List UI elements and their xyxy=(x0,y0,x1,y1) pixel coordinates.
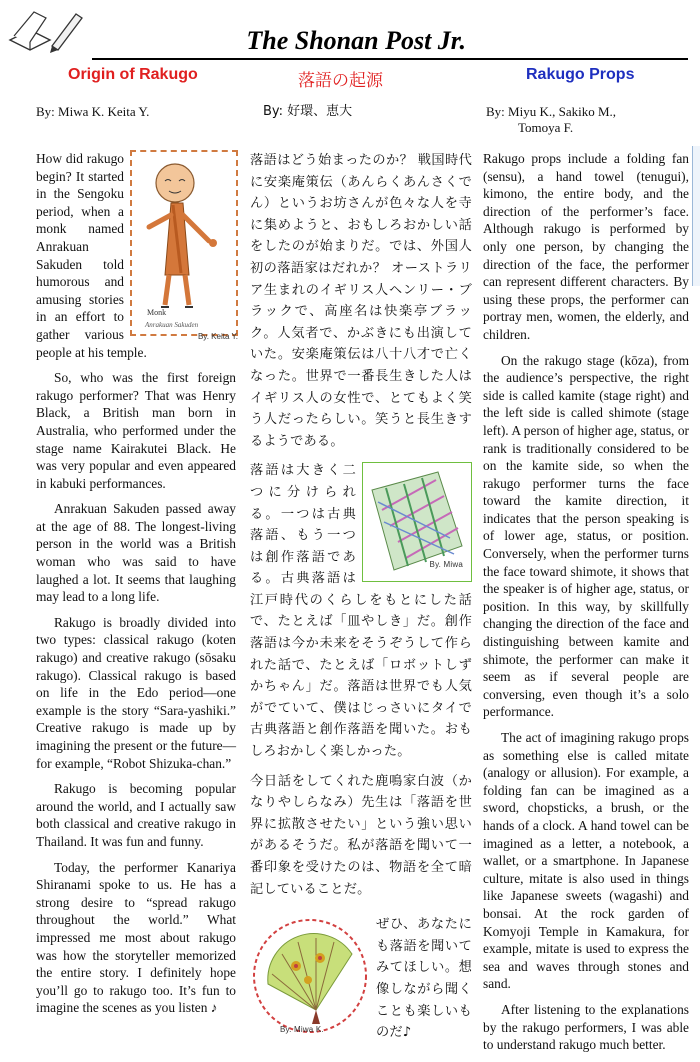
monk-drawing xyxy=(130,150,238,342)
col3-para: After listening to the explanations by the rakugo performers, I was able to understand rakugo much better. xyxy=(483,1001,689,1053)
side-scroll-tab xyxy=(692,146,700,286)
section-title-origin-en: Origin of Rakugo xyxy=(68,66,198,83)
col1-para: So, who was the first foreign rakugo performer? That was Henry Black, a British man born in Australia, who performed under the stage name Kairakutei Black. He was very popular and even appeared in kabuki performances. xyxy=(36,370,236,491)
col3-para: The act of imagining rakugo props as something else is called mitate (analogy or allusion). For example, a folding fan can be imagined as a sword, chopsticks, a brush, or the hands of a clock. A hand towel can be imagined as a letter, a notebook, a wallet, or a smartphone. In Japanese culture, mitate is also used in things like Japanese sweets (wagashi) and bonsai. At the rock garden of Komyoji Temple in Kamakura, for example, mitate is used to express the sea and waves through stones and sand. xyxy=(483,730,689,992)
tenugui-caption: By. Miwa xyxy=(429,559,463,569)
monk-label: Monk xyxy=(147,308,167,317)
col2-para: 落語はどう始まったのか？ 戦国時代に安楽庵策伝（あんらくあんさくでん）というお坊さんが色々な人を寺に集めようと、おもしろおかしい話をしたのが始まりだ。では、外国人初の落語家はだれか？ オーストラリア生まれのイギリス人ヘンリー・ブラックで、高座名は快楽亭ブラック。人気者で、かぶきにも出演していた。安楽庵策伝は八十八才で亡くなった。世界で一番長生きした人はイギリス人の女性で、とてもよく笑う人だったらしい。笑うと長生きするようである。 xyxy=(250,153,472,449)
col3-para: On the rakugo stage (kōza), from the audience’s perspective, the right side is called kamite (stage right) and the left side is called shimote (stage left). A person of higher age, status, or rank is traditionally considered to be on the kamite side, so when the rakugo performer turns the face toward the kamite direction, it indicates that the person speaking is of lower age, status, or position. Conversely, when the performer turns the face toward shimote, it shows that the speaker is of higher age, status, or position. In this way, by skillfully changing the direction of the face and distinguishing between kamite and shimote, the performer can make it seem as if several people are conversing, even though it’s a solo performance. xyxy=(483,352,689,720)
column-origin-en xyxy=(36,150,236,1025)
col1-para: Anrakuan Sakuden passed away at the age of 88. The longest-living person in the world was a British woman who was said to have laughed a lot. It seems that laughing may lead to a long life. xyxy=(36,501,236,605)
byline-origin-en: By: Miwa K. Keita Y. xyxy=(36,104,150,119)
col1-para: How did rakugo begin? It started in the Sengoku period, when a monk named Anrakuan Sakuden told humorous and amusing stories in an effort to gather various people at his temple. xyxy=(36,151,147,360)
masthead-rule xyxy=(92,58,688,60)
col1-para: Rakugo is becoming popular around the world, and I actually saw both classical and creative rakugo in Thailand. It was fun and funny. xyxy=(36,781,236,849)
byline-origin-ja: By: 好環、恵大 xyxy=(263,104,353,119)
fan-caption: By. Miwa K. xyxy=(280,1024,324,1034)
byline-props-line2: Tomoya F. xyxy=(518,120,574,135)
tenugui-drawing xyxy=(362,462,472,582)
col3-para: Rakugo props include a folding fan (sensu), a hand towel (tenugui), kimono, the entire body, and the direction of the performer’s face. Although rakugo is performed by only one person, by changing the direction of the face, the performer can represent different characters. By using these props, the performer can portray men, women, the elderly, and children. xyxy=(483,151,689,342)
section-title-props: Rakugo Props xyxy=(526,66,635,83)
col1-para: Today, the performer Kanariya Shiranami spoke to us. He has a strong desire to “spread rakugo throughout the world.” What impressed me most about rakugo was how the storyteller memorized the entire story. I definitely hope you’ll go to rakugo too. It’s fun to imagine the scenes as you listen ♪ xyxy=(36,859,236,1016)
byline-props xyxy=(486,104,616,136)
col2-para: ぜひ、あなたにも落語を聞いてみてほしい。想像しながら聞くことも楽しいものだ♪ xyxy=(376,917,472,1041)
monk-caption: By. Keita Y. xyxy=(197,332,238,342)
col1-para: Rakugo is broadly divided into two types: classical rakugo (koten rakugo) and creative rakugo (sōsaku rakugo). Classical rakugo is based on life in the Edo period—one example is the story “Sara-yashiki.” Creative rakugo is made up by imagining the present or the future—for example, “Robot Shizuka-chan.” xyxy=(36,614,236,771)
col2-para: 今日話をしてくれた鹿鳴家白波（かなりやしらなみ）先生は「落語を世界に拡散させたい」という強い思いがあるそうだ。私が落語を聞いて一番印象を受けたのは、物語を全て暗記していることだ。 xyxy=(250,773,472,897)
fan-drawing xyxy=(250,914,370,1044)
col2-para: 落語は大きく二つに分けられる。一つは古典落語、もう一つは創作落語である。古典落語は江戸時代のくらしをもとにした話で、たとえば「皿やしき」だ。創作落語は今か未来をそうぞうして作られた話で、たとえば「ロボットしずかちゃん」だ。落語は世界でも人気がでていて、僕はじっさいにタイで古典落語と創作落語を聞いた。おもしろおかしく楽しかった。 xyxy=(250,463,472,760)
section-title-origin-ja: 落語の起源 xyxy=(298,71,383,91)
monk-signature: Anrakuan Sakuden xyxy=(145,321,199,329)
byline-props-line1: By: Miyu K., Sakiko M., xyxy=(486,104,617,119)
column-props xyxy=(483,150,689,1062)
column-origin-ja xyxy=(250,150,472,1052)
masthead-title: The Shonan Post Jr. xyxy=(246,26,466,55)
